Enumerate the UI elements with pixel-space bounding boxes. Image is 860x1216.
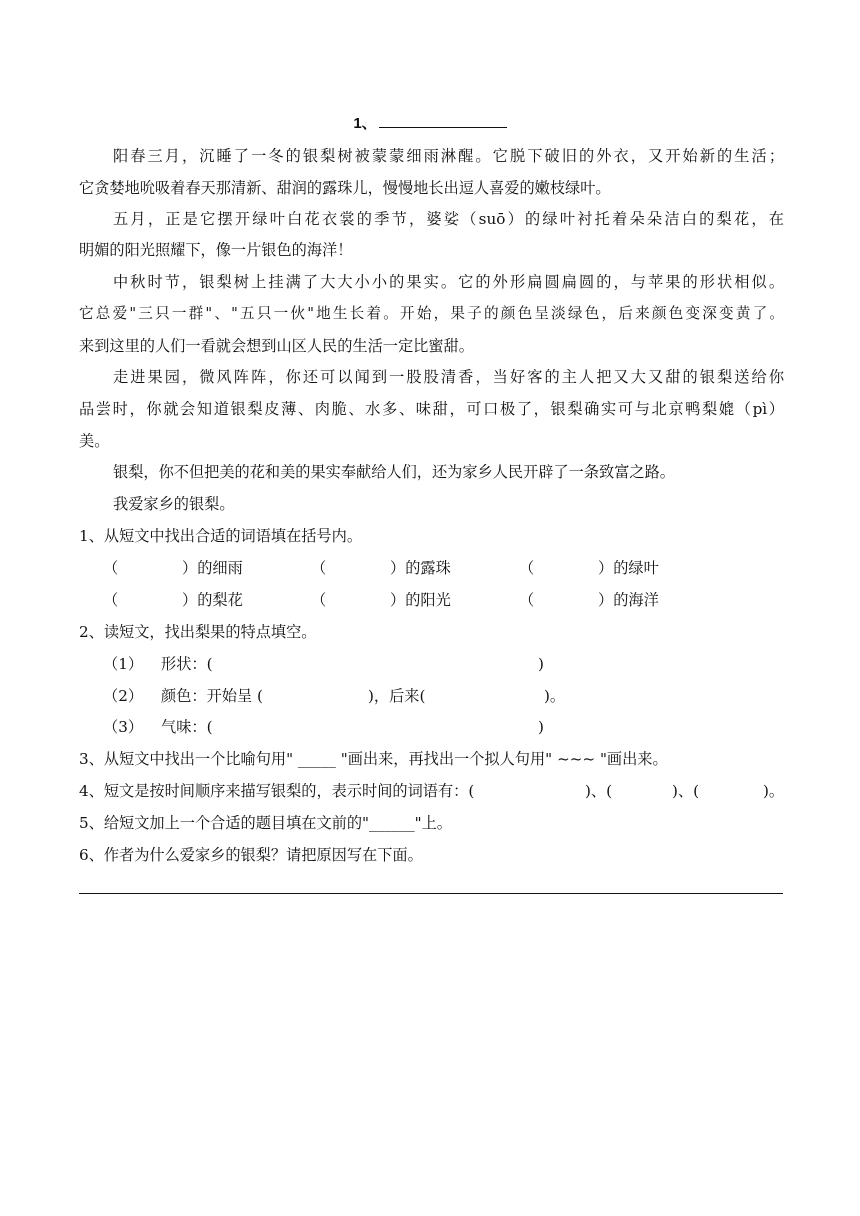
bracket-open: （ — [103, 591, 119, 609]
question-6: 6、作者为什么爱家乡的银梨？请把原因写在下面。 — [79, 846, 423, 864]
bracket-open: （ — [519, 559, 535, 577]
passage-line: 银梨，你不但把美的花和美的果实奉献给人们，还为家乡人民开辟了一条致富之路。 — [113, 463, 675, 481]
bracket-open: （ — [519, 591, 535, 609]
time-word-blank[interactable]: )、( — [585, 782, 613, 800]
bracket-close[interactable]: )。 — [544, 687, 566, 705]
color-mid[interactable]: )，后来( — [368, 687, 426, 705]
bracket-open: （ — [311, 559, 327, 577]
question-1-prompt: 1、从短文中找出合适的词语填在括号内。 — [79, 527, 363, 545]
question-2-color — [79, 687, 784, 705]
bracket-close[interactable]: ) — [538, 655, 544, 673]
passage-line: 它总爱"三只一群"、"五只一伙"地生长着。开始，果子的颜色呈淡绿色，后来颜色变深变黄了。 — [79, 305, 784, 322]
item-number: （3） — [103, 718, 144, 736]
answer-blank-label[interactable]: ）的梨花 — [182, 591, 243, 609]
question-5: 5、给短文加上一个合适的题目填在文前的"______"上。 — [79, 814, 452, 832]
passage-line: 它贪婪地吮吸着春天那清新、甜润的露珠儿，慢慢地长出逗人喜爱的嫩枝绿叶。 — [79, 179, 611, 197]
time-word-blank[interactable]: )。 — [763, 782, 785, 800]
question-1-row — [79, 591, 784, 609]
question-3: 3、从短文中找出一个比喻句用" _____ "画出来，再找出一个拟人句用" ~~~ "画出来。 — [79, 750, 668, 768]
passage-line: 走进果园，微风阵阵，你还可以闻到一股股清香，当好客的主人把又大又甜的银梨送给你 — [113, 368, 784, 386]
passage-title — [0, 112, 860, 133]
shape-label: 形状：( — [161, 655, 213, 673]
question-1-row — [79, 559, 784, 577]
question-2-shape — [79, 655, 784, 673]
passage-line: 明媚的阳光照耀下，像一片银色的海洋！ — [79, 241, 353, 259]
bracket-open: （ — [311, 591, 327, 609]
item-number: （1） — [103, 655, 144, 673]
bracket-open: （ — [103, 559, 119, 577]
answer-blank-label[interactable]: ）的露珠 — [390, 559, 451, 577]
passage-line: 中秋时节，银梨树上挂满了大大小小的果实。它的外形扁圆扁圆的，与苹果的形状相似。 — [113, 273, 784, 291]
question-2-prompt: 2、读短文，找出梨果的特点填空。 — [79, 623, 317, 641]
passage-line: 来到这里的人们一看就会想到山区人民的生活一定比蜜甜。 — [79, 337, 474, 355]
item-number: （2） — [103, 687, 144, 705]
color-label: 颜色：开始呈 ( — [161, 687, 263, 705]
passage-line: 品尝时，你就会知道银梨皮薄、肉脆、水多、味甜，可口极了，银梨确实可与北京鸭梨媲（pì） — [79, 400, 784, 418]
answer-blank-label[interactable]: ）的绿叶 — [598, 559, 659, 577]
passage-line: 阳春三月，沉睡了一冬的银梨树被蒙蒙细雨淋醒。它脱下破旧的外衣，又开始新的生活； — [113, 147, 784, 165]
title-blank[interactable] — [379, 113, 507, 128]
title-number: 1、 — [353, 115, 377, 132]
time-word-blank[interactable]: )、( — [672, 782, 700, 800]
passage-line: 我爱家乡的银梨。 — [113, 495, 235, 513]
answer-blank-label[interactable]: ）的细雨 — [182, 559, 243, 577]
smell-label: 气味：( — [161, 718, 213, 736]
answer-line[interactable] — [79, 893, 783, 894]
question-2-smell — [79, 718, 784, 736]
passage-line: 五月，正是它摆开绿叶白花衣裳的季节，婆娑（suō）的绿叶衬托着朵朵洁白的梨花，在 — [113, 210, 784, 228]
bracket-close[interactable]: ) — [538, 718, 544, 736]
answer-blank-label[interactable]: ）的阳光 — [390, 591, 451, 609]
question-4 — [79, 782, 784, 800]
answer-blank-label[interactable]: ）的海洋 — [598, 591, 659, 609]
passage-line: 美。 — [79, 432, 110, 450]
question-4-text: 4、短文是按时间顺序来描写银梨的，表示时间的词语有：( — [79, 782, 475, 800]
